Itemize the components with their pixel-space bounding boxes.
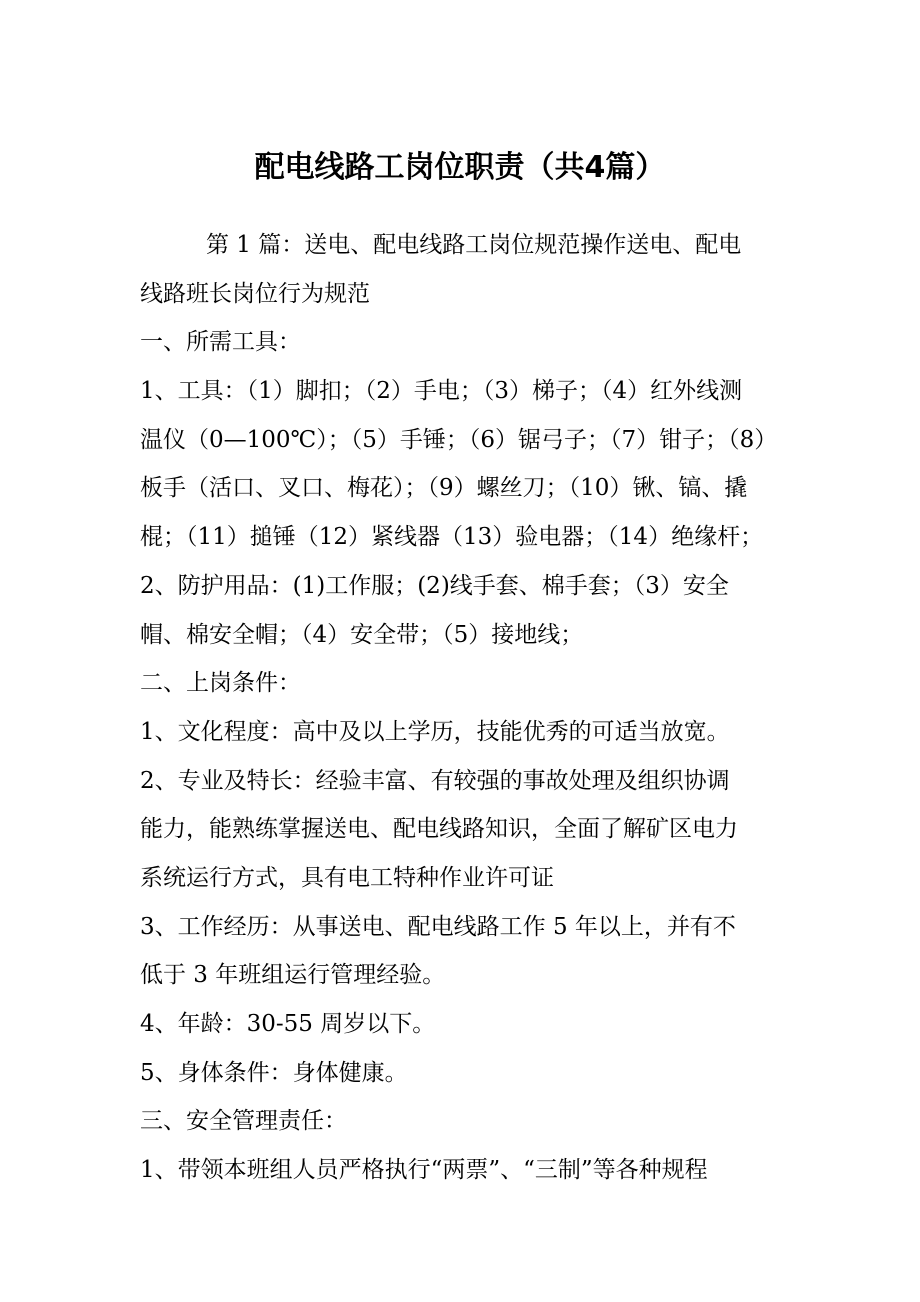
body-line: 系统运行方式，具有电工特种作业许可证	[140, 864, 554, 891]
body-line: 2、专业及特长：经验丰富、有较强的事故处理及组织协调	[140, 767, 730, 794]
body-line: 第 1 篇：送电、配电线路工岗位规范操作送电、配电	[206, 232, 742, 258]
body-line: 4、年龄：30-55 周岁以下。	[140, 1011, 436, 1037]
body-line: 2、防护用品：(1)工作服；(2)线手套、棉手套；（3）安全	[140, 572, 729, 599]
section-heading: 一、所需工具：	[140, 329, 301, 356]
body-line: 帽、棉安全帽；（4）安全带；（5）接地线；	[140, 621, 584, 648]
body-line: 1、文化程度：高中及以上学历，技能优秀的可适当放宽。	[140, 718, 730, 745]
body-line: 能力，能熟练掌握送电、配电线路知识，全面了解矿区电力	[140, 816, 738, 843]
body-line: 1、工具：（1）脚扣；（2）手电；（3）梯子；（4）红外线测	[140, 378, 743, 405]
body-line: 棍；（11）搥锤（12）紧线器（13）验电器；（14）绝缘杆；	[140, 524, 764, 551]
section-heading: 二、上岗条件：	[140, 670, 301, 697]
body-line: 5、身体条件：身体健康。	[140, 1059, 408, 1086]
section-heading: 三、安全管理责任：	[140, 1108, 347, 1135]
body-line: 1、带领本班组人员严格执行“两票”、“三制”等各种规程	[140, 1157, 708, 1184]
body-line: 低于 3 年班组运行管理经验。	[140, 962, 446, 989]
body-line: 板手（活口、叉口、梅花）；（9）螺丝刀；（10）锹、镐、撬	[140, 475, 748, 502]
document-title: 配电线路工岗位职责（共4篇）	[254, 150, 666, 185]
body-line: 线路班长岗位行为规范	[140, 280, 370, 307]
document-body	[140, 221, 785, 1195]
body-line: 3、工作经历：从事送电、配电线路工作 5 年以上，并有不	[140, 913, 736, 940]
body-line: 温仪（0—100℃）；（5）手锤；（6）锯弓子；（7）钳子；（8）	[140, 426, 778, 453]
